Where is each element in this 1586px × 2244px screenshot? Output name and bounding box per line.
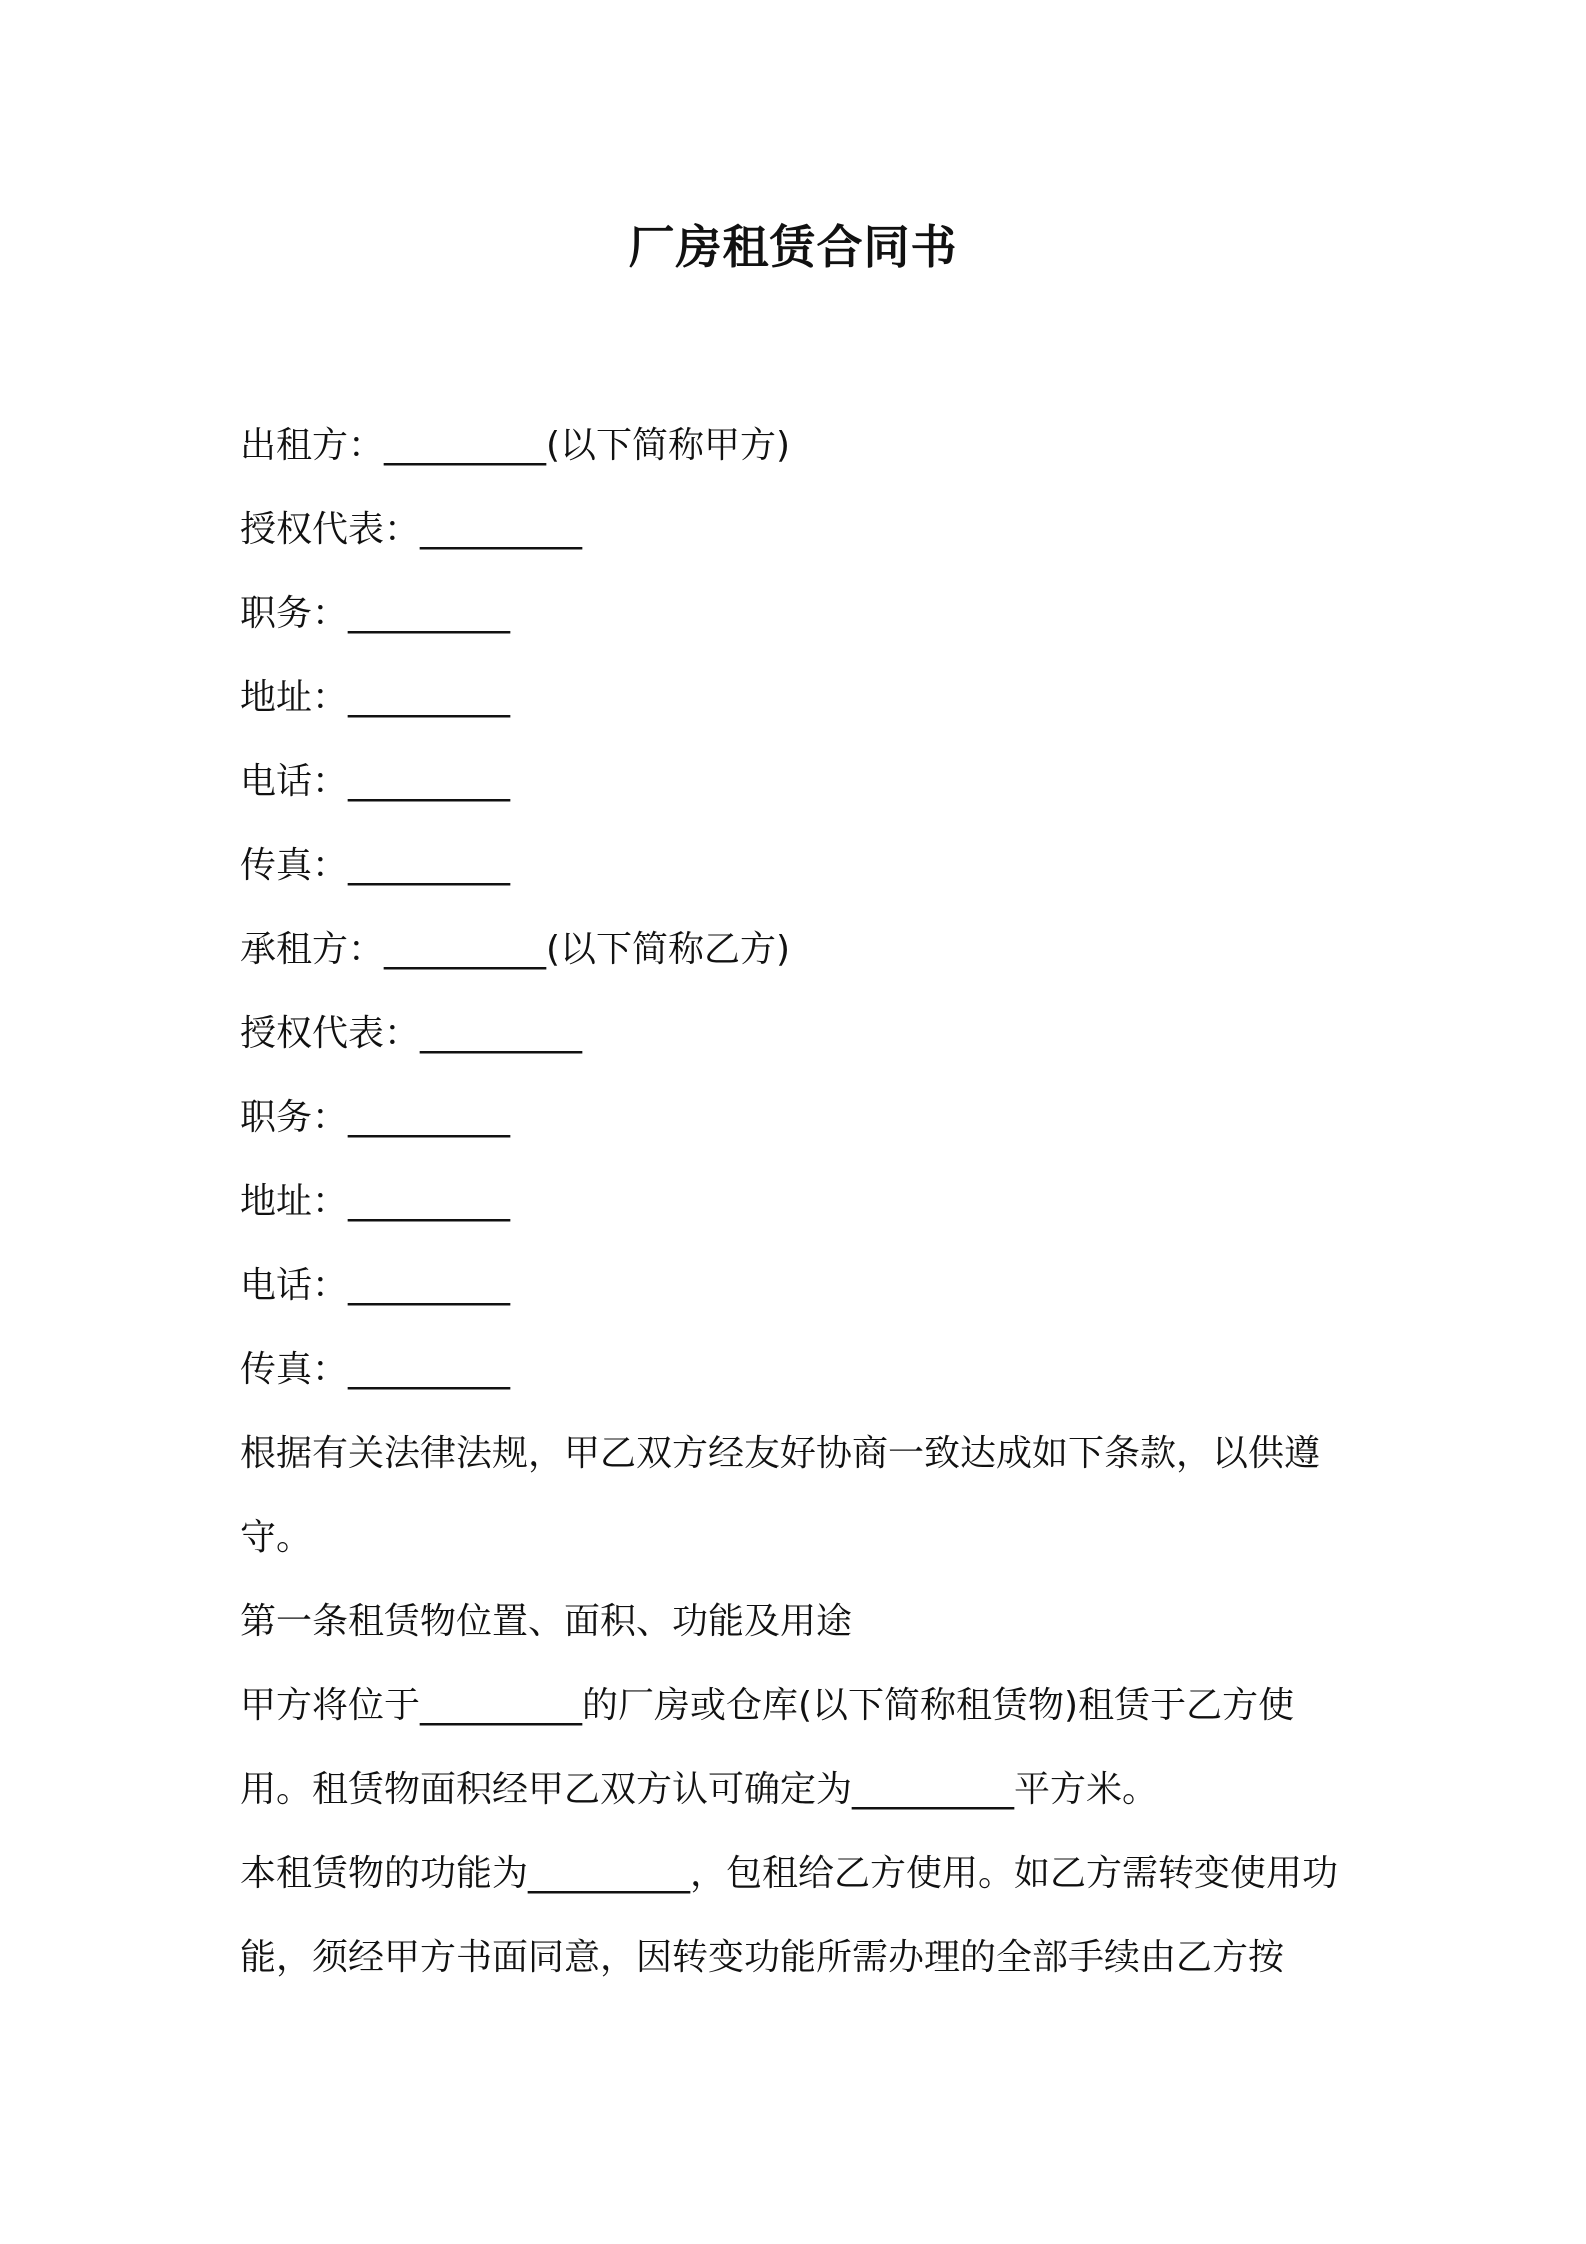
party-b-fax: 传真：_________ (240, 1349, 511, 1390)
article-1-heading: 第一条租赁物位置、面积、功能及用途 (240, 1601, 853, 1642)
party-a-position: 职务：_________ (240, 593, 511, 634)
party-b-position: 职务：_________ (240, 1097, 511, 1138)
party-a-fax: 传真：_________ (240, 845, 511, 886)
party-a-address: 地址：_________ (240, 677, 511, 718)
document-title: 厂房租赁合同书 (628, 220, 958, 274)
party-b-representative: 授权代表：_________ (240, 1013, 583, 1054)
party-b-name-line: 承租方：_________(以下简称乙方) (240, 929, 791, 970)
article-1-paragraph-2: 本租赁物的功能为_________，包租给乙方使用。如乙方需转变使用功能，须经甲方书面同意，因转变功能所需办理的全部手续由乙方按 (240, 1853, 1339, 1978)
party-a-name-line: 出租方：_________(以下简称甲方) (240, 425, 791, 466)
party-a-representative: 授权代表：_________ (240, 509, 583, 550)
document-body (240, 404, 1360, 2000)
preamble-paragraph: 根据有关法律法规，甲乙双方经友好协商一致达成如下条款，以供遵守。 (240, 1433, 1321, 1558)
party-b-phone: 电话：_________ (240, 1265, 511, 1306)
party-a-phone: 电话：_________ (240, 761, 511, 802)
article-1-paragraph-1: 甲方将位于_________的厂房或仓库(以下简称租赁物)租赁于乙方使用。租赁物面积经甲乙双方认可确定为_________平方米。 (240, 1685, 1295, 1810)
party-b-address: 地址：_________ (240, 1181, 511, 1222)
